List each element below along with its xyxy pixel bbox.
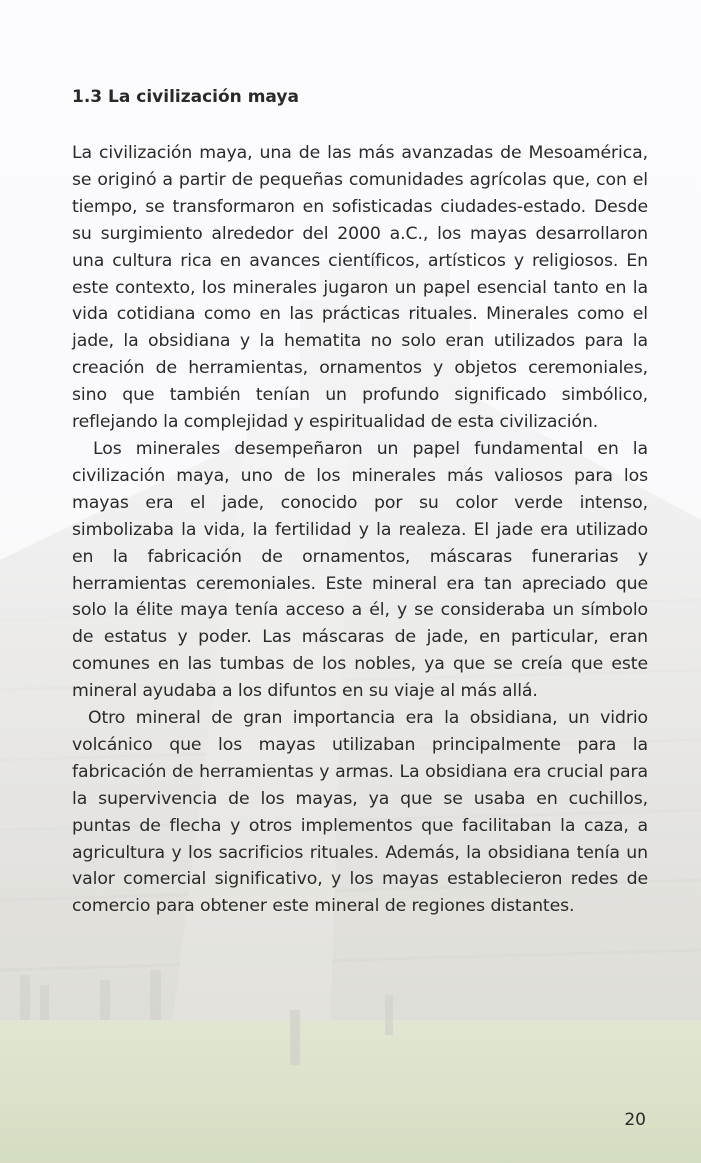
paragraph-intro: La civilización maya, una de las más avanzadas de Mesoamérica, se originó a partir de pequeñas comunidades agrícolas que, con el tiempo, se transformaron en sofisticadas ciudades-estado. Desde su surgimiento alrededor del 2000 a.C., los mayas desarrollaron una cultura rica en avances científicos, artísticos y religiosos. En este contexto, los minerales jugaron un papel esencial tanto en la vida cotidiana como en las prácticas rituales. Minerales como el jade, la obsidiana y la hematita no solo eran utilizados para la creación de herramientas, ornamentos y objetos ceremoniales, sino que también tenían un profundo significado simbólico, reflejando la complejidad y espiritualidad de esta civilización. [72,143,648,433]
paragraph-jade: Los minerales desempeñaron un papel fundamental en la civilización maya, uno de los minerales más valiosos para los mayas era el jade, conocido por su color verde intenso, simbolizaba la vida, la fertilidad y la realeza. El jade era utilizado en la fabricación de ornamentos, máscaras funerarias y herramientas ceremoniales. Este mineral era tan apreciado que solo la élite maya tenía acceso a él, y se consideraba un símbolo de estatus y poder. Las máscaras de jade, en particular, eran comunes en las tumbas de los nobles, ya que se creía que este mineral ayudaba a los difuntos en su viaje al más allá. [72,438,648,702]
section-heading: 1.3 La civilización maya [72,87,299,107]
page-number: 20 [624,1110,646,1130]
paragraph-obsidian: Otro mineral de gran importancia era la obsidiana, un vidrio volcánico que los mayas utilizaban principalmente para la fabricación de herramientas y armas. La obsidiana era crucial para la supervivencia de los mayas, ya que se usaba en cuchillos, puntas de flecha y otros implementos que facilitaban la caza, a agricultura y los sacrificios rituales. Además, la obsidiana tenía un valor comercial significativo, y los mayas establecieron redes de comercio para obtener este mineral de regiones distantes. [72,708,648,917]
page-content [72,86,648,920]
